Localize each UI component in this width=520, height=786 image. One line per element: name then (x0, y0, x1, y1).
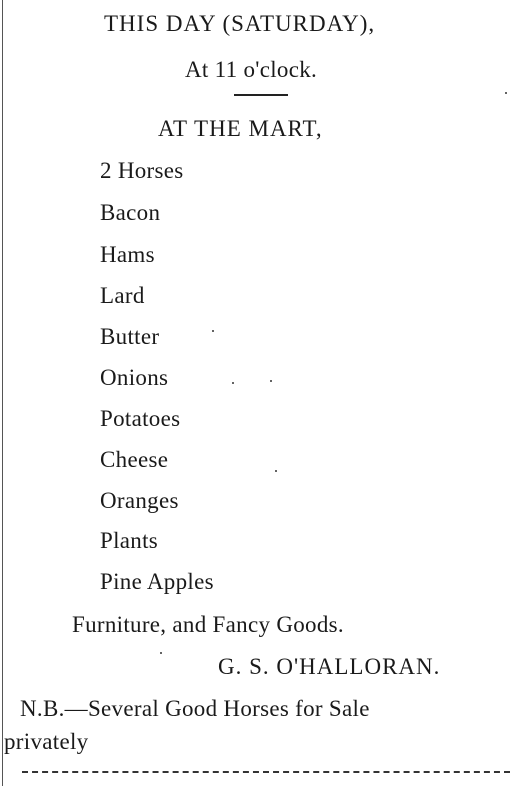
list-item: Butter (100, 324, 160, 349)
short-divider (234, 94, 288, 96)
note-line-1: N.B.—Several Good Horses for Sale (20, 696, 370, 721)
list-item: Plants (100, 528, 159, 553)
print-speck (270, 380, 272, 382)
list-item: Bacon (100, 200, 161, 225)
note-line-2: privately (4, 729, 89, 754)
column-rule (2, 0, 3, 786)
list-item: Oranges (100, 488, 179, 513)
list-item: Cheese (100, 447, 169, 472)
sale-time: At 11 o'clock. (185, 57, 318, 82)
print-speck (232, 382, 234, 384)
print-speck (160, 652, 162, 654)
bottom-divider (22, 771, 510, 773)
list-item: Pine Apples (100, 569, 214, 594)
list-item: 2 Horses (100, 158, 184, 183)
sale-location: AT THE MART, (158, 116, 323, 141)
list-item: Potatoes (100, 406, 181, 431)
list-item: Onions (100, 365, 169, 390)
sale-day-heading: THIS DAY (SATURDAY), (104, 11, 376, 36)
list-item: Lard (100, 283, 145, 308)
print-speck (212, 330, 214, 332)
auctioneer-name: G. S. O'HALLORAN. (218, 654, 441, 679)
extra-goods: Furniture, and Fancy Goods. (72, 612, 344, 637)
list-item: Hams (100, 242, 155, 267)
print-speck (505, 92, 507, 94)
print-speck (275, 470, 277, 472)
